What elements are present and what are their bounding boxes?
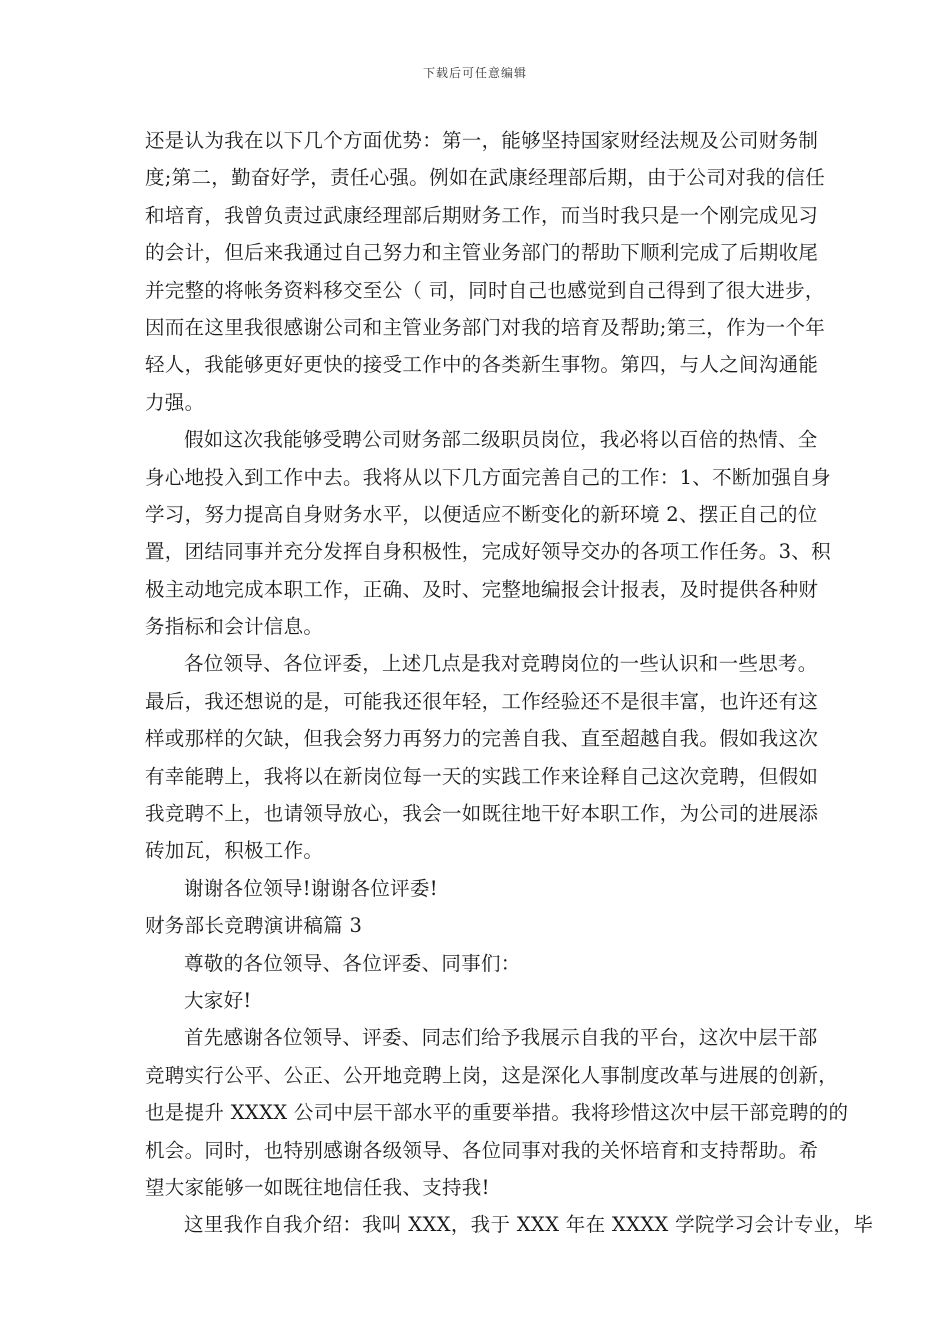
text-line: 有幸能聘上，我将以在新岗位每一天的实践工作来诠释自己这次竞聘，但假如 bbox=[145, 764, 819, 788]
text-line: 度;第二，勤奋好学，责任心强。例如在武康经理部后期，由于公司对我的信任 bbox=[145, 166, 826, 190]
text-line: 竞聘实行公平、公正、公开地竞聘上岗，这是深化人事制度改革与进展的创新， bbox=[145, 1063, 839, 1087]
text-line: 因而在这里我很感谢公司和主管业务部门对我的培育及帮助;第三，作为一个年 bbox=[145, 315, 826, 339]
text-line: 的会计，但后来我通过自己努力和主管业务部门的帮助下顺利完成了后期收尾 bbox=[145, 241, 819, 265]
text-line: 砖加瓦，积极工作。 bbox=[145, 839, 324, 863]
text-line: 望大家能够一如既往地信任我、支持我! bbox=[145, 1175, 490, 1199]
text-line: 身心地投入到工作中去。我将从以下几方面完善自己的工作：1、不断加强自身 bbox=[145, 465, 831, 489]
text-line: 轻人，我能够更好更快的接受工作中的各类新生事物。第四，与人之间沟通能 bbox=[145, 353, 819, 377]
text-line: 各位领导、各位评委，上述几点是我对竞聘岗位的一些认识和一些思考。 bbox=[184, 652, 818, 676]
text-line: 财务部长竞聘演讲稿篇 3 bbox=[145, 914, 363, 938]
text-line: 谢谢各位领导!谢谢各位评委! bbox=[184, 876, 438, 900]
text-line: 务指标和会计信息。 bbox=[145, 615, 324, 639]
text-line: 机会。同时，也特别感谢各级领导、各位同事对我的关怀培育和支持帮助。希 bbox=[145, 1138, 819, 1162]
text-line: 并完整的将帐务资料移交至公（ 司，同时自己也感觉到自己得到了很大进步， bbox=[145, 278, 825, 302]
text-line: 极主动地完成本职工作，正确、及时、完整地编报会计报表，及时提供各种财 bbox=[145, 577, 819, 601]
text-line: 置，团结同事并充分发挥自身积极性，完成好领导交办的各项工作任务。3、积 bbox=[145, 540, 831, 564]
text-line: 学习，努力提高自身财务水平，以便适应不断变化的新环境 2、摆正自己的位 bbox=[145, 502, 818, 526]
text-line: 还是认为我在以下几个方面优势：第一，能够坚持国家财经法规及公司财务制 bbox=[145, 129, 819, 152]
text-line: 假如这次我能够受聘公司财务部二级职员岗位，我必将以百倍的热情、全 bbox=[184, 428, 818, 452]
text-line: 我竞聘不上，也请领导放心，我会一如既往地干好本职工作，为公司的进展添 bbox=[145, 802, 819, 826]
text-line: 和培育，我曾负责过武康经理部后期财务工作，而当时我只是一个刚完成见习 bbox=[145, 203, 819, 227]
text-line: 力强。 bbox=[145, 390, 205, 414]
page-header: 下载后可任意编辑 bbox=[422, 66, 527, 80]
text-line: 首先感谢各位领导、评委、同志们给予我展示自我的平台，这次中层干部 bbox=[184, 1026, 818, 1050]
text-line: 这里我作自我介绍：我叫 XXX，我于 XXX 年在 XXXX 学院学习会计专业，毕 bbox=[184, 1213, 874, 1237]
document-body bbox=[145, 122, 874, 1244]
text-line: 尊敬的各位领导、各位评委、同事们： bbox=[184, 951, 521, 975]
text-line: 也是提升 XXXX 公司中层干部水平的重要举措。我将珍惜这次中层干部竞聘的的 bbox=[145, 1101, 849, 1125]
text-line: 大家好! bbox=[184, 988, 252, 1012]
text-line: 最后，我还想说的是，可能我还很年轻，工作经验还不是很丰富，也许还有这 bbox=[145, 689, 819, 713]
text-line: 样或那样的欠缺，但我会努力再努力的完善自我、直至超越自我。假如我这次 bbox=[145, 727, 819, 751]
